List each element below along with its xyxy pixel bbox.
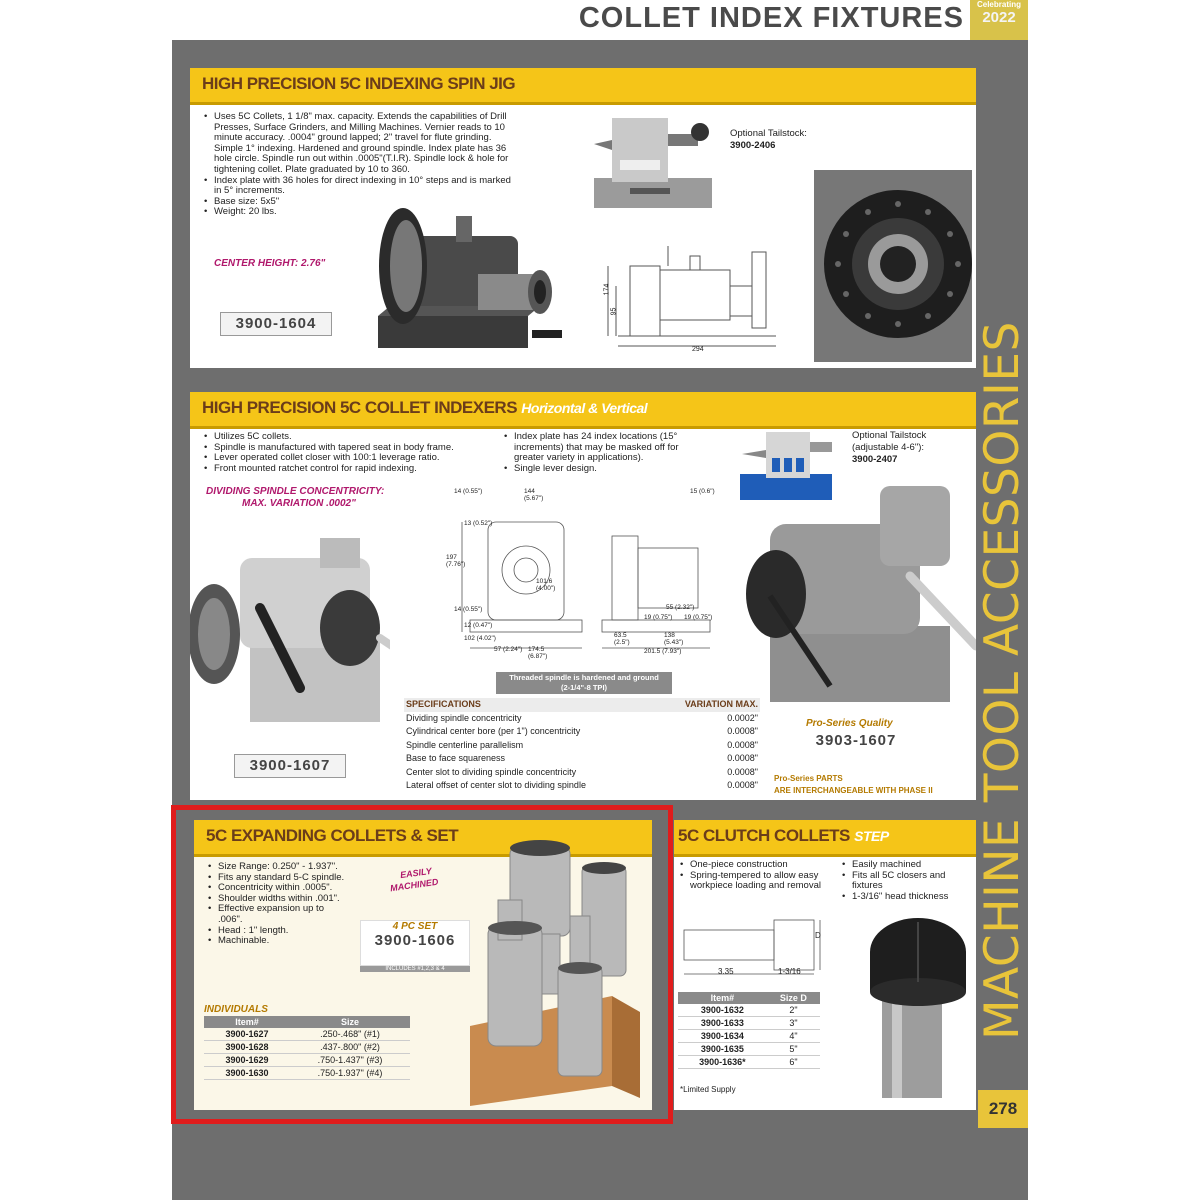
- clutch-collet-drawing: [680, 914, 830, 984]
- highlight-frame: [171, 805, 673, 1124]
- dim-height: 174: [603, 283, 611, 296]
- dim-label: 102 (4.02"): [464, 635, 496, 642]
- col-item-header: Item#: [678, 992, 767, 1004]
- set-part-number: 3900-1606: [374, 932, 456, 949]
- clutch-title-text: 5C CLUTCH COLLETS: [678, 826, 850, 845]
- feature-item: • Size Range: 0.250" - 1.937".: [208, 862, 346, 873]
- dim-label: 14 (0.55"): [454, 488, 483, 495]
- spin-jig-photo: [368, 196, 578, 366]
- feature-item: • Fits any standard 5-C spindle.: [208, 873, 346, 884]
- spec-name: Cylindrical center bore (per 1") concentricity: [406, 726, 581, 736]
- spec-row: [404, 766, 760, 780]
- spec-row: [404, 779, 760, 793]
- feature-item: • Head : 1" length.: [208, 926, 346, 937]
- spec-row: [404, 725, 760, 739]
- clutch-dim-d: D: [815, 931, 821, 940]
- spec-header-row: [404, 698, 760, 712]
- spec-value: 0.0008": [727, 766, 758, 777]
- size-cell: .750-1.437" (#3): [290, 1054, 410, 1067]
- spec-row: [404, 752, 760, 766]
- indexer-part-number: 3900-1607: [234, 754, 346, 778]
- dim-label: 174.5 (6.87"): [528, 646, 548, 660]
- feature-item: • One-piece construction: [680, 860, 836, 871]
- optional-tailstock-part: 3900-2406: [730, 140, 776, 151]
- size-cell: .437-.800" (#2): [290, 1041, 410, 1054]
- feature-item: • Spring-tempered to allow easy workpiece loading and removal: [680, 871, 836, 892]
- dim-label: 63.5 (2.5"): [614, 632, 630, 646]
- thread-note-line2: (2-1/4"-8 TPI): [560, 683, 608, 692]
- size-cell: .250-.468" (#1): [290, 1028, 410, 1041]
- pro-series-label: Pro-Series Quality: [806, 718, 893, 729]
- easily-label: EASILY: [399, 865, 433, 881]
- feature-item: • Single lever design.: [504, 464, 694, 475]
- indexer-tailstock-adjust: (adjustable 4-6"):: [852, 442, 925, 453]
- clutch-title: [678, 826, 889, 846]
- clutch-dim-head: 1-3/16: [778, 967, 801, 976]
- feature-item: • Weight: 20 lbs.: [204, 207, 520, 218]
- item-cell: 3900-1629: [204, 1054, 290, 1067]
- spec-row: [404, 712, 760, 726]
- index-plate-photo: [814, 170, 972, 362]
- spin-jig-title-bar: [190, 68, 976, 102]
- feature-item: • Base size: 5x5": [204, 197, 520, 208]
- feature-item: • Spindle is manufactured with tapered seat in body frame.: [204, 443, 504, 454]
- machined-label: MACHINED: [389, 876, 439, 894]
- spec-value: 0.0008": [727, 739, 758, 750]
- feature-item: • Utilizes 5C collets.: [204, 432, 504, 443]
- collet-indexer-photo: [190, 528, 390, 728]
- clutch-table: [678, 992, 820, 1069]
- feature-item: • Front mounted ratchet control for rapid indexing.: [204, 464, 504, 475]
- dim-side: 95: [610, 307, 618, 316]
- dim-label: 55 (2.32"): [666, 604, 695, 611]
- set-includes: INCLUDES #1,2,3 & 4: [360, 966, 470, 972]
- indexer-tailstock-part: 3900-2407: [852, 454, 898, 465]
- specifications-table: [404, 698, 760, 793]
- table-row: [678, 1043, 820, 1056]
- size-cell: 5": [767, 1043, 820, 1056]
- item-cell: 3900-1627: [204, 1028, 290, 1041]
- indexers-features-left: [204, 432, 504, 474]
- item-cell: 3900-1634: [678, 1030, 767, 1043]
- dim-label: 138 (5.43"): [664, 632, 684, 646]
- item-cell: 3900-1633: [678, 1017, 767, 1030]
- spec-header-right: VARIATION MAX.: [684, 699, 758, 709]
- tailstock-photo: [590, 104, 720, 214]
- individuals-label: INDIVIDUALS: [204, 1004, 268, 1015]
- spec-value: 0.0008": [727, 780, 758, 790]
- feature-item: • Easily machined: [842, 860, 974, 871]
- size-cell: 2": [767, 1004, 820, 1017]
- clutch-collets-panel: [674, 820, 976, 1110]
- feature-item: • Uses 5C Collets, 1 1/8" max. capacity. Extends the capabilities of Drill Presses, Surface Grinders, and Milling Machines. Vernier reads to 10 minute accuracy. .0004" ground lapped; 2" travel for flute grinding. Simple 1° indexing. Hardened and ground spindle. Index plate has 36 hole circle. Spindle run out within .0005"(T.I.R). Spindle lock & hole for tightening collet. Plate graduated by 10 to 360.: [204, 112, 520, 176]
- indexers-title: [202, 398, 647, 418]
- section-vertical-title: MACHINE TOOL ACCESSORIES: [975, 321, 1030, 1040]
- indexers-subtitle: Horizontal & Vertical: [521, 400, 648, 416]
- feature-item: • Effective expansion up to .006".: [208, 904, 346, 925]
- clutch-collet-photo: [862, 912, 974, 1102]
- spec-header-left: SPECIFICATIONS: [406, 699, 481, 709]
- size-cell: .750-1.937" (#4): [290, 1067, 410, 1080]
- col-size-header: Size: [290, 1016, 410, 1028]
- clutch-features-right: [842, 860, 974, 902]
- item-cell: 3900-1628: [204, 1041, 290, 1054]
- dim-label: 12 (0.47"): [464, 622, 493, 629]
- dim-label: 201.5 (7.93"): [644, 648, 682, 655]
- indexers-title-bar: [190, 392, 976, 426]
- col-item-header: Item#: [204, 1016, 290, 1028]
- clutch-dim-length: 3.35: [718, 967, 734, 976]
- item-cell: 3900-1635: [678, 1043, 767, 1056]
- page-title: COLLET INDEX FIXTURES: [578, 2, 964, 34]
- size-cell: 4": [767, 1030, 820, 1043]
- vertical-indexer-photo: [730, 476, 976, 706]
- dim-label: 14 (0.55"): [454, 606, 483, 613]
- spin-jig-dimension-drawing: [598, 226, 798, 356]
- page-header: [172, 0, 1028, 40]
- pro-parts-line2: ARE INTERCHANGEABLE WITH PHASE II: [774, 786, 933, 795]
- dim-label: 197 (7.76"): [446, 554, 466, 568]
- clutch-title-bar: [674, 820, 976, 854]
- anniversary-badge: [970, 0, 1028, 40]
- optional-tailstock-label: Optional Tailstock:: [730, 128, 807, 139]
- indexers-title-text: HIGH PRECISION 5C COLLET INDEXERS: [202, 398, 518, 417]
- expanding-title: 5C EXPANDING COLLETS & SET: [206, 826, 459, 845]
- table-row: [678, 1017, 820, 1030]
- feature-item: • Lever operated collet closer with 100:1 leverage ratio.: [204, 453, 504, 464]
- collet-indexers-panel: [190, 392, 976, 800]
- spec-row: [404, 739, 760, 753]
- spin-jig-title: HIGH PRECISION 5C INDEXING SPIN JIG: [202, 74, 516, 93]
- table-row: [678, 1004, 820, 1017]
- col-size-header: Size D: [767, 992, 820, 1004]
- pro-parts-line1: Pro-Series PARTS: [774, 774, 843, 783]
- spec-name: Lateral offset of center slot to dividing spindle: [406, 780, 586, 790]
- concentricity-note-line2: MAX. VARIATION .0002": [242, 498, 356, 509]
- dim-label: 15 (0.6"): [690, 488, 715, 495]
- clutch-features-left: [680, 860, 836, 892]
- item-cell: 3900-1632: [678, 1004, 767, 1017]
- indexers-features-right: [504, 432, 694, 474]
- feature-item: • Machinable.: [208, 936, 346, 947]
- feature-item: • Fits all 5C closers and fixtures: [842, 871, 974, 892]
- spec-value: 0.0008": [727, 753, 758, 763]
- spec-name: Center slot to dividing spindle concentricity: [406, 766, 577, 777]
- badge-year: 2022: [982, 9, 1016, 26]
- threaded-spindle-note: [496, 672, 672, 694]
- dim-label: 144 (5.67"): [524, 488, 544, 502]
- spec-value: 0.0008": [727, 726, 758, 736]
- center-height-note: CENTER HEIGHT: 2.76": [214, 258, 326, 269]
- feature-item: • Index plate has 24 index locations (15° increments) that may be masked off for greater variety in applications).: [504, 432, 694, 464]
- size-cell: 3": [767, 1017, 820, 1030]
- item-cell: 3900-1630: [204, 1067, 290, 1080]
- dim-label: 13 (0.52"): [464, 520, 493, 527]
- size-cell: 6": [767, 1056, 820, 1069]
- feature-item: • Concentricity within .0005".: [208, 883, 346, 894]
- dim-label: 101.6 (4.00"): [536, 578, 556, 592]
- clutch-subtitle: STEP: [854, 828, 889, 844]
- feature-item: • Index plate with 36 holes for direct indexing in 10° steps and is marked in 5° increments.: [204, 176, 520, 197]
- set-label: 4 PC SET: [392, 921, 438, 932]
- spec-name: Spindle centerline parallelism: [406, 739, 524, 750]
- spec-name: Dividing spindle concentricity: [406, 712, 522, 723]
- page-number: 278: [978, 1090, 1028, 1128]
- pro-series-part-number: 3903-1607: [800, 730, 912, 754]
- item-cell: 3900-1636*: [678, 1056, 767, 1069]
- spin-jig-part-number: 3900-1604: [220, 312, 332, 336]
- spin-jig-panel: [190, 68, 976, 368]
- table-header-row: [678, 992, 820, 1004]
- feature-item: • Shoulder widths within .001".: [208, 894, 346, 905]
- thread-note-line1: Threaded spindle is hardened and ground: [509, 673, 659, 682]
- spec-value: 0.0002": [727, 712, 758, 723]
- badge-top-text: Celebrating: [976, 0, 1021, 9]
- indexer-tailstock-label: Optional Tailstock: [852, 430, 927, 441]
- concentricity-note-line1: DIVIDING SPINDLE CONCENTRICITY:: [206, 486, 385, 497]
- dim-label: 57 (2.24"): [494, 646, 523, 653]
- dim-label: 19 (0.75"): [644, 614, 673, 621]
- spec-name: Base to face squareness: [406, 753, 506, 763]
- feature-item: • 1-3/16" head thickness: [842, 892, 974, 903]
- table-row: [678, 1056, 820, 1069]
- dim-width: 294: [692, 346, 704, 353]
- limited-supply-note: *Limited Supply: [680, 1085, 736, 1094]
- table-row: [678, 1030, 820, 1043]
- dim-label: 19 (0.75"): [684, 614, 713, 621]
